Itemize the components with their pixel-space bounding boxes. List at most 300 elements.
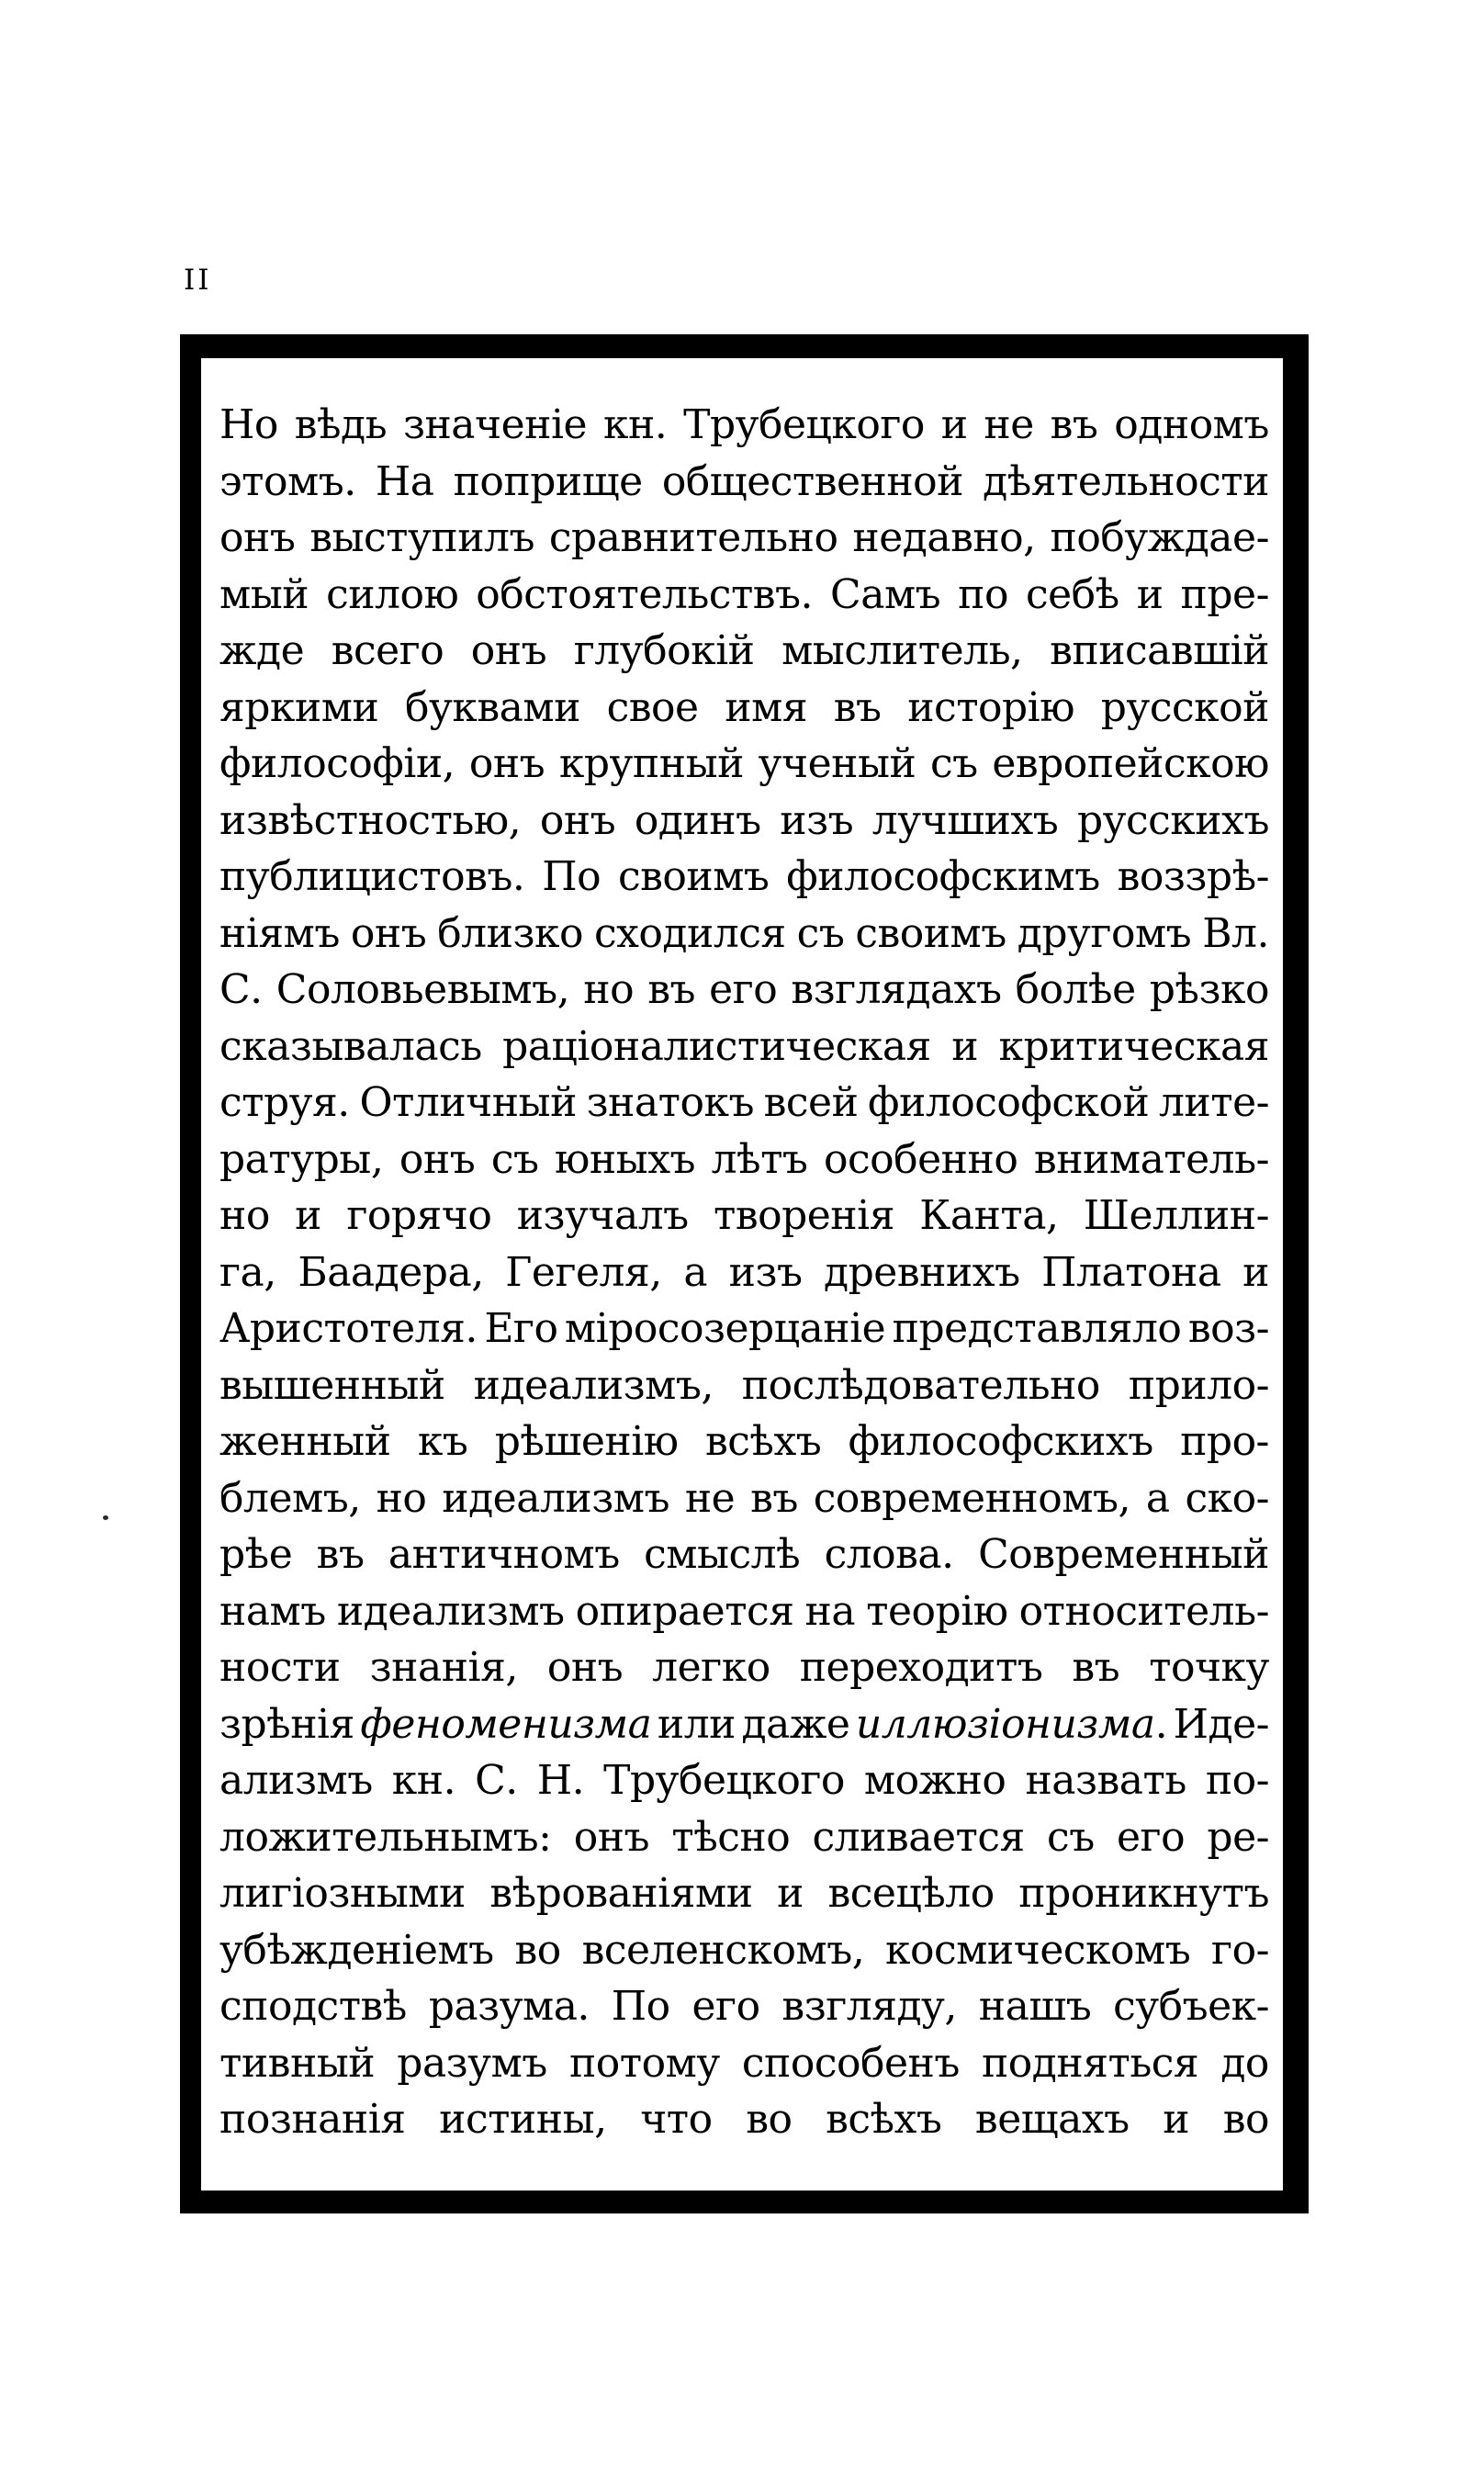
word: [742, 2040, 960, 2087]
word-fragment: всѣхъ: [826, 2096, 942, 2143]
word-fragment: жде: [219, 627, 305, 674]
word: [603, 401, 667, 448]
text-line: [219, 1249, 1269, 1306]
word-fragment: лучшихъ: [871, 796, 1059, 844]
text-line: [219, 1701, 1269, 1758]
word-fragment: Самъ: [830, 570, 941, 618]
word: [346, 1192, 491, 1239]
word: [872, 797, 1058, 844]
word: [540, 797, 615, 844]
word: [781, 627, 1022, 674]
word-fragment: теорію: [866, 1587, 1008, 1635]
word-fragment: его: [709, 966, 778, 1013]
word: [537, 1757, 584, 1804]
word: [295, 401, 387, 448]
word-fragment: и: [940, 401, 968, 448]
word-fragment: юныхъ: [555, 1135, 696, 1183]
word: [992, 740, 1269, 787]
word-fragment: взгляду,: [781, 1983, 957, 2030]
word-fragment: публицистовъ.: [219, 853, 525, 900]
word: [276, 966, 569, 1013]
word: [1016, 966, 1136, 1013]
word-fragment: и: [1136, 570, 1164, 618]
word: [1041, 1249, 1220, 1296]
word: [1159, 1079, 1269, 1126]
word: [542, 853, 601, 900]
word: [219, 401, 278, 448]
word-fragment: въ: [750, 1474, 798, 1522]
word: [1051, 401, 1098, 448]
word: [791, 966, 1001, 1013]
word-fragment: съ: [490, 1135, 539, 1183]
word: [484, 1305, 557, 1352]
word-fragment: вниматель-: [1033, 1135, 1269, 1183]
word-fragment: ніямъ: [219, 909, 340, 957]
word-fragment: рѣзко: [1149, 966, 1269, 1013]
word: [1084, 1192, 1269, 1239]
word-fragment: древнихъ: [824, 1248, 1020, 1296]
word: [219, 684, 378, 731]
word-fragment: Баадера,: [298, 1248, 484, 1296]
word-fragment: но: [219, 1192, 270, 1239]
word: [475, 1757, 518, 1804]
word-fragment: вселенскомъ,: [581, 1926, 865, 1974]
word: [1242, 1249, 1269, 1296]
word-fragment: а: [683, 1248, 708, 1296]
word-fragment: не: [984, 401, 1034, 448]
word-fragment: крупный: [558, 740, 744, 787]
word: [219, 627, 304, 674]
word-fragment: намъ: [219, 1587, 326, 1635]
word: [219, 1814, 551, 1861]
word: [814, 1475, 1130, 1522]
word: [607, 684, 699, 731]
word: [594, 910, 786, 957]
word-fragment: къ: [417, 1418, 468, 1465]
word: [742, 1362, 1100, 1409]
word: [474, 1362, 714, 1409]
word-fragment: буквами: [405, 683, 580, 731]
text-line: [219, 1927, 1269, 1984]
word-fragment: его: [1117, 1813, 1186, 1861]
word-fragment: въ: [1050, 401, 1098, 448]
word: [582, 1927, 865, 1974]
word: [1163, 2096, 1189, 2143]
word: [1026, 571, 1119, 618]
word: [219, 966, 263, 1013]
word-fragment: ученый: [758, 740, 916, 787]
word: [712, 1136, 808, 1183]
word-fragment: въ: [1072, 1644, 1120, 1691]
word: [885, 1927, 1190, 1974]
word: [671, 1814, 790, 1861]
word: [826, 2096, 941, 2143]
word-fragment: современномъ,: [813, 1474, 1130, 1522]
word: [1149, 1644, 1269, 1691]
word: [1034, 1136, 1269, 1183]
word: [777, 1870, 804, 1917]
word-fragment: русскихъ: [1076, 796, 1269, 844]
text-line: [219, 797, 1269, 854]
word: [495, 1418, 679, 1465]
word-fragment: пре-: [1180, 570, 1269, 618]
word-fragment: тѣсно: [671, 1813, 791, 1861]
word-fragment: дѣятельности: [983, 457, 1269, 505]
word-fragment: побуждае-: [1050, 514, 1269, 561]
word: [219, 1192, 270, 1239]
word: [852, 514, 1035, 561]
word-fragment: зрѣнія: [219, 1700, 354, 1748]
word: [219, 1701, 354, 1748]
word-fragment: онъ: [573, 1813, 650, 1861]
word: [429, 1983, 590, 2030]
word: [1207, 1814, 1269, 1861]
word: [377, 1475, 427, 1522]
word-fragment: но: [376, 1474, 427, 1522]
word-fragment: га,: [219, 1248, 276, 1296]
word: [1101, 684, 1269, 731]
word: [759, 740, 916, 787]
word: [1180, 1418, 1269, 1465]
word: [866, 1588, 1007, 1635]
word: [1051, 514, 1269, 561]
word: [219, 853, 524, 900]
word: [635, 797, 761, 844]
page-frame: [180, 334, 1309, 2213]
word-fragment: Канта,: [919, 1192, 1059, 1239]
word: [565, 1305, 885, 1352]
word-fragment: разумъ: [397, 2039, 547, 2087]
word-fragment: взглядахъ: [791, 966, 1002, 1013]
word-fragment: субъек-: [1113, 1983, 1269, 2030]
word: [587, 1079, 754, 1126]
word: [824, 1249, 1020, 1296]
word-fragment: во: [746, 2096, 793, 2143]
word: [786, 853, 1099, 900]
word-fragment: лите-: [1158, 1079, 1269, 1126]
word-fragment: критическая: [998, 1022, 1269, 1070]
word-fragment: способенъ: [741, 2039, 960, 2087]
word-fragment: или: [657, 1700, 736, 1748]
word-fragment: Вл.: [1202, 909, 1269, 957]
word-fragment: блемъ,: [219, 1474, 361, 1522]
text-line: [219, 1136, 1269, 1193]
word-fragment: своимъ: [855, 909, 1006, 957]
text-line: [219, 2040, 1269, 2097]
word-fragment: мый: [219, 570, 309, 618]
word: [1181, 571, 1269, 618]
word-fragment: Трубецкого: [603, 1757, 845, 1804]
word: [644, 1531, 800, 1578]
word: [489, 1870, 752, 1917]
word: [983, 458, 1269, 505]
word-fragment: русской: [1100, 683, 1269, 731]
word: [219, 1079, 350, 1126]
word: [797, 910, 845, 957]
word: [418, 1418, 468, 1465]
word: [746, 2096, 792, 2143]
word-fragment: своимъ: [617, 853, 770, 900]
text-line: [219, 1023, 1269, 1080]
text-line: [219, 1362, 1269, 1419]
word-fragment: вещахъ: [974, 2096, 1130, 2143]
word: [439, 2096, 606, 2143]
word: [640, 2096, 712, 2143]
word-fragment: смыслѣ: [644, 1531, 801, 1578]
word: [683, 401, 925, 448]
word-fragment: до: [1220, 2039, 1269, 2087]
word: [647, 966, 695, 1013]
word: [219, 2096, 406, 2143]
word-fragment: сподствѣ: [219, 1983, 407, 2030]
word-fragment: его: [691, 1983, 760, 2030]
text-line: [219, 571, 1269, 628]
word-fragment: Отличный: [359, 1079, 577, 1126]
word: [1206, 1757, 1269, 1804]
word-fragment: рѣшенію: [494, 1418, 679, 1465]
word-fragment: точку: [1149, 1644, 1269, 1691]
word-fragment: съ: [930, 740, 978, 787]
word-fragment: онъ: [399, 1135, 476, 1183]
word: [868, 1079, 1149, 1126]
italic-term: феноменизма: [360, 1700, 652, 1748]
word: [219, 1305, 478, 1352]
page-number: II: [184, 264, 212, 297]
word: [830, 571, 940, 618]
word: [576, 1588, 794, 1635]
word-fragment: ности: [219, 1644, 341, 1691]
word-fragment: .: [1154, 1700, 1168, 1748]
word-fragment: Соловьевымъ,: [275, 966, 570, 1013]
word: [337, 1588, 565, 1635]
word-fragment: недавно,: [852, 514, 1036, 561]
word: [219, 740, 455, 787]
word-fragment: С.: [475, 1757, 518, 1804]
word-fragment: Иде-: [1173, 1700, 1269, 1748]
word-fragment: струя.: [219, 1079, 350, 1126]
word: [1129, 1362, 1269, 1409]
word: [295, 1192, 321, 1239]
word: [750, 1475, 798, 1522]
word: [574, 627, 755, 674]
word-fragment: по-: [1205, 1757, 1269, 1804]
word: [219, 514, 295, 561]
word-fragment: поприще: [453, 457, 643, 505]
word: [975, 2096, 1130, 2143]
word: [442, 1475, 669, 1522]
word: [437, 910, 583, 957]
word-fragment: Платона: [1041, 1248, 1221, 1296]
word-fragment: съ: [1047, 1813, 1095, 1861]
word: [454, 458, 643, 505]
word: [317, 1531, 365, 1578]
word: [219, 1249, 276, 1296]
word-fragment: идеализмъ: [442, 1474, 669, 1522]
text-line: [219, 1079, 1269, 1136]
text-line: [219, 401, 1269, 458]
word-fragment: разума.: [428, 1983, 590, 2030]
word: [549, 514, 838, 561]
word-fragment: изучалъ: [516, 1192, 689, 1239]
word-fragment: и: [295, 1192, 321, 1239]
word: [219, 458, 356, 505]
word: [856, 1701, 1167, 1748]
word: [813, 1814, 1025, 1861]
word-fragment: убѣжденіемъ: [219, 1926, 494, 1974]
word: [219, 1362, 445, 1409]
word-fragment: проникнутъ: [1018, 1870, 1269, 1917]
word: [1185, 1475, 1269, 1522]
word: [691, 1983, 759, 2030]
word: [984, 401, 1033, 448]
text-line: [219, 1757, 1269, 1814]
word: [298, 1249, 483, 1296]
word: [824, 1136, 1017, 1183]
word-fragment: идеализмъ: [336, 1587, 565, 1635]
word-fragment: и: [1163, 2096, 1190, 2143]
word: [219, 1927, 494, 1974]
word-fragment: философіи,: [219, 740, 455, 787]
word: [978, 1531, 1269, 1578]
word: [309, 514, 534, 561]
word-fragment: ализмъ: [219, 1757, 373, 1804]
word: [855, 910, 1006, 957]
word-fragment: сходился: [593, 909, 786, 957]
word-fragment: На: [375, 457, 434, 505]
word: [515, 1927, 561, 1974]
word-fragment: относитель-: [1018, 1587, 1269, 1635]
word-fragment: особенно: [824, 1135, 1018, 1183]
word-fragment: опирается: [575, 1587, 794, 1635]
word-fragment: извѣстностью,: [219, 796, 522, 844]
word-fragment: подняться: [981, 2039, 1199, 2087]
word-fragment: философской: [868, 1079, 1150, 1126]
word: [919, 1192, 1058, 1239]
word-fragment: сравнительно: [548, 514, 838, 561]
word-fragment: онъ: [546, 1644, 624, 1691]
word-fragment: познанія: [219, 2096, 406, 2143]
word-fragment: яркими: [219, 683, 379, 731]
text-line: [219, 1418, 1269, 1475]
word-fragment: себѣ: [1026, 570, 1119, 618]
word: [1047, 1814, 1095, 1861]
word: [685, 1475, 735, 1522]
text-line: [219, 740, 1269, 797]
word-fragment: въ: [647, 966, 695, 1013]
word-fragment: космическомъ: [885, 1926, 1191, 1974]
word-fragment: Трубецкого: [683, 401, 925, 448]
word-fragment: значеніе: [402, 401, 588, 448]
word: [618, 853, 769, 900]
word-fragment: можно: [863, 1757, 1006, 1804]
word: [1146, 1475, 1170, 1522]
word: [326, 571, 458, 618]
word-fragment: прило-: [1128, 1361, 1269, 1409]
word: [907, 684, 1074, 731]
word-fragment: ратуры,: [219, 1135, 384, 1183]
word: [505, 1249, 661, 1296]
text-line: [219, 1305, 1269, 1362]
word-fragment: воз-: [1187, 1305, 1269, 1352]
text-line: [219, 514, 1269, 571]
word-fragment: по: [958, 570, 1008, 618]
word-fragment: ско-: [1185, 1474, 1269, 1522]
word-fragment: представляло: [892, 1305, 1182, 1352]
word-fragment: вѣрованіями: [489, 1870, 753, 1917]
word: [399, 1136, 475, 1183]
word: [219, 571, 309, 618]
text-line: [219, 1588, 1269, 1645]
word: [219, 2040, 375, 2087]
word: [603, 1757, 845, 1804]
word-fragment: про-: [1180, 1418, 1269, 1465]
word: [332, 627, 444, 674]
word-fragment: этомъ.: [219, 457, 356, 505]
word: [219, 1870, 466, 1917]
word: [219, 1983, 407, 2030]
word: [662, 458, 963, 505]
word: [1188, 1305, 1269, 1352]
word: [958, 571, 1008, 618]
word-fragment: въ: [316, 1531, 365, 1578]
word-fragment: нашъ: [978, 1983, 1092, 2030]
word-fragment: античномъ: [388, 1531, 620, 1578]
word-fragment: ложительнымъ:: [219, 1813, 552, 1861]
word-fragment: онъ: [539, 796, 616, 844]
word-fragment: воззрѣ-: [1117, 853, 1269, 900]
word-fragment: потому: [568, 2039, 720, 2087]
word: [219, 797, 521, 844]
word-fragment: раціоналистическая: [502, 1022, 931, 1070]
word-fragment: одинъ: [634, 796, 761, 844]
word-fragment: всей: [763, 1079, 859, 1126]
word-fragment: лигіозными: [219, 1870, 466, 1917]
word: [729, 1249, 803, 1296]
word: [351, 910, 426, 957]
word-fragment: Аристотеля.: [219, 1305, 478, 1352]
word-fragment: Н.: [536, 1757, 585, 1804]
word: [403, 401, 587, 448]
word: [982, 2040, 1198, 2087]
word: [397, 2040, 547, 2087]
word-fragment: ре-: [1207, 1813, 1269, 1861]
word-fragment: Шеллин-: [1083, 1192, 1269, 1239]
word: [714, 1192, 894, 1239]
word-fragment: слова.: [824, 1531, 954, 1578]
word: [405, 684, 580, 731]
word: [1118, 853, 1269, 900]
word: [800, 1644, 1043, 1691]
word-fragment: По: [542, 853, 601, 900]
word: [781, 1983, 957, 2030]
word: [517, 1192, 689, 1239]
word: [825, 1531, 954, 1578]
word: [709, 966, 777, 1013]
word-fragment: мыслитель,: [781, 627, 1023, 674]
word-fragment: Гегеля,: [505, 1248, 662, 1296]
word-fragment: выступилъ: [309, 514, 534, 561]
word-fragment: легко: [652, 1644, 770, 1691]
word: [1137, 571, 1164, 618]
word: [1077, 797, 1269, 844]
text-line: [219, 2096, 1269, 2153]
word-fragment: всецѣло: [827, 1870, 995, 1917]
word-fragment: тивный: [219, 2039, 376, 2087]
text-line: [219, 1192, 1269, 1249]
word: [219, 910, 340, 957]
word-fragment: философскимъ: [786, 853, 1100, 900]
word: [652, 1644, 770, 1691]
